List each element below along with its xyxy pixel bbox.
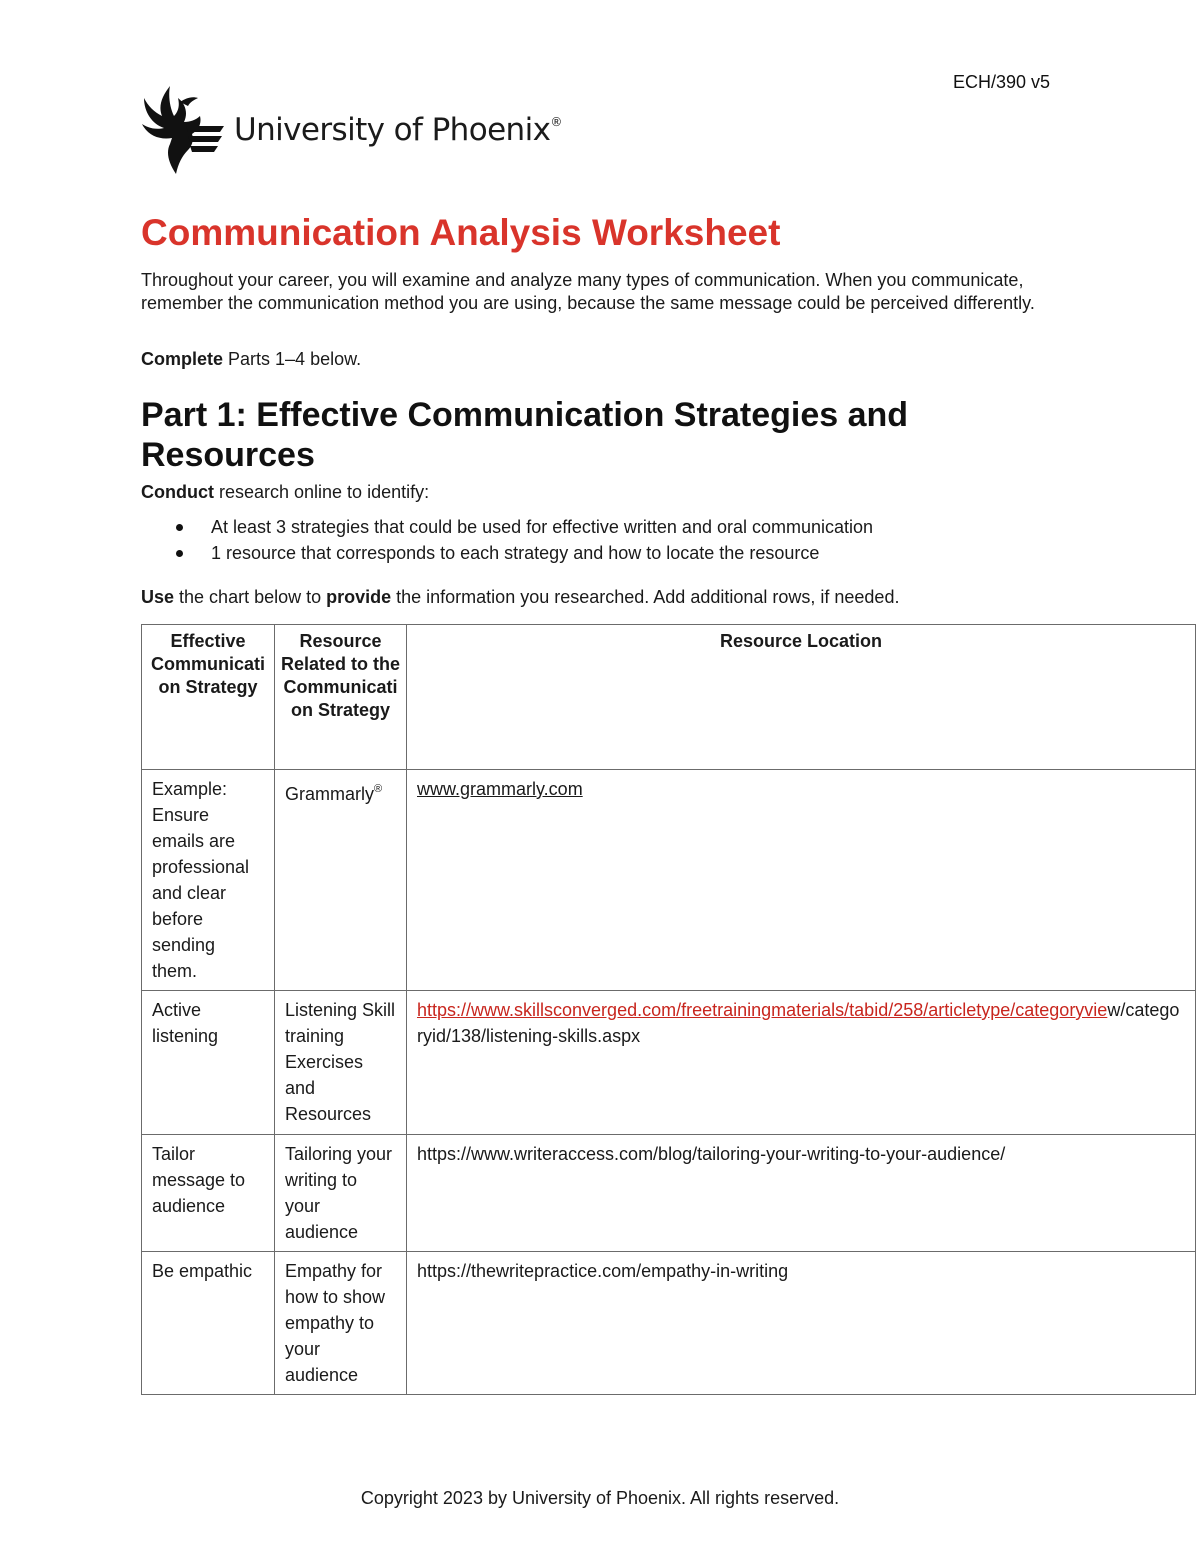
complete-instruction: Complete Parts 1–4 below. xyxy=(141,349,362,369)
course-code: ECH/390 v5 xyxy=(953,72,1051,92)
table-row xyxy=(142,770,1196,991)
location-cell: https://www.skillsconverged.com/freetrainingmaterials/tabid/258/articletype/categoryview/categoryid/138/listening-skills.aspx xyxy=(407,991,1196,1135)
header-resource: Resource Related to the Communication Strategy xyxy=(275,625,407,770)
header-strategy: Effective Communication Strategy xyxy=(142,625,275,770)
table-row xyxy=(142,1135,1196,1252)
strategy-cell: Active listening xyxy=(142,991,275,1135)
table-row xyxy=(142,991,1196,1135)
resource-cell: Grammarly® xyxy=(275,770,407,991)
page-title: Communication Analysis Worksheet xyxy=(141,212,781,253)
location-cell: https://www.writeraccess.com/blog/tailoring-your-writing-to-your-audience/ xyxy=(407,1135,1196,1252)
strategy-cell: Tailor message to audience xyxy=(142,1135,275,1252)
grammarly-link[interactable]: www.grammarly.com xyxy=(417,779,583,799)
strategy-table xyxy=(141,624,1196,1395)
part1-heading: Part 1: Effective Communication Strategies and Resources xyxy=(141,396,909,474)
conduct-instruction: Conduct research online to identify: xyxy=(141,482,430,502)
resource-cell: Empathy for how to show empathy to your audience xyxy=(275,1252,407,1395)
intro-paragraph: Throughout your career, you will examine and analyze many types of communication. When you communicate, remember the communication method you are using, because the same message could be perceived differently. xyxy=(141,270,1035,313)
resource-cell: Listening Skill training Exercises and Resources xyxy=(275,991,407,1135)
registered-mark: ® xyxy=(550,115,562,129)
use-instruction: Use the chart below to provide the information you researched. Add additional rows, if needed. xyxy=(141,587,900,607)
resource-cell: Tailoring your writing to your audience xyxy=(275,1135,407,1252)
list-item: At least 3 strategies that could be used for effective written and oral communication xyxy=(141,514,873,540)
location-cell xyxy=(407,770,1196,991)
bullet-list xyxy=(141,514,873,566)
skillsconverged-link[interactable]: https://www.skillsconverged.com/freetrainingmaterials/tabid/258/articletype/categoryvie xyxy=(417,1000,1108,1020)
table-header-row xyxy=(142,625,1196,770)
list-item: 1 resource that corresponds to each strategy and how to locate the resource xyxy=(141,540,873,566)
logo-wordmark: University of Phoenix xyxy=(234,112,551,148)
phoenix-bird-icon xyxy=(140,82,226,178)
location-cell: https://thewritepractice.com/empathy-in-writing xyxy=(407,1252,1196,1395)
strategy-cell: Be empathic xyxy=(142,1252,275,1395)
table-row xyxy=(142,1252,1196,1395)
header-location: Resource Location xyxy=(407,625,1196,770)
university-logo xyxy=(140,82,570,182)
strategy-cell: Example: Ensure emails are professional and clear before sending them. xyxy=(142,770,275,991)
copyright-footer: Copyright 2023 by University of Phoenix. All rights reserved. xyxy=(360,1488,840,1508)
